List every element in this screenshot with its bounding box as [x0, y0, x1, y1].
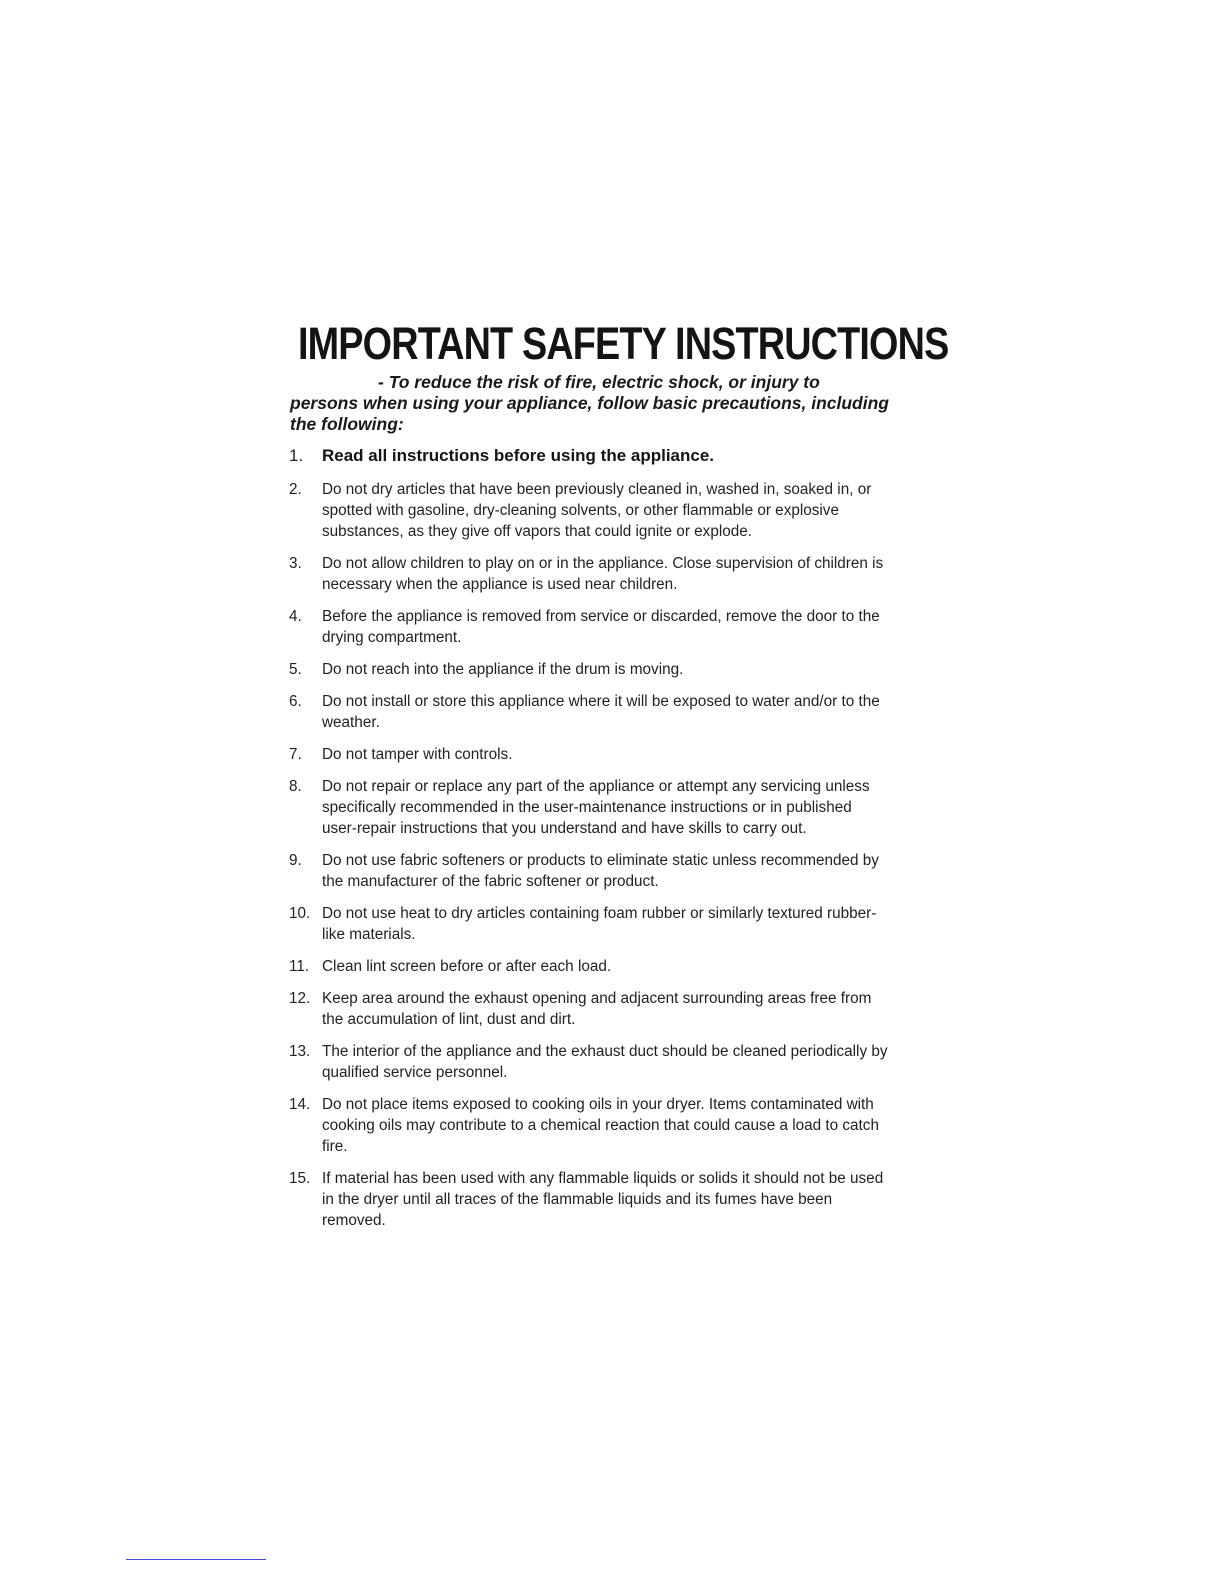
- item-number: 10.: [289, 905, 311, 922]
- list-item: [289, 553, 889, 595]
- item-number: 13.: [289, 1043, 311, 1060]
- item-number: 9.: [289, 852, 302, 869]
- page-title: IMPORTANT SAFETY INSTRUCTIONS: [298, 318, 949, 369]
- item-number: 6.: [289, 693, 302, 710]
- item-text: Do not repair or replace any part of the appliance or attempt any servicing unless specifically recommended in the user-maintenance instructions or in published user-repair instructions that you understand and have skills to carry out.: [322, 778, 870, 837]
- item-text: Do not place items exposed to cooking oils in your dryer. Items contaminated with cooking oils may contribute to a chemical reaction that could cause a load to catch fire.: [322, 1096, 879, 1155]
- list-item: [289, 988, 889, 1030]
- item-text: Read all instructions before using the appliance.: [322, 446, 715, 465]
- item-text: Before the appliance is removed from service or discarded, remove the door to the drying compartment.: [322, 608, 880, 646]
- item-text: The interior of the appliance and the exhaust duct should be cleaned periodically by qualified service personnel.: [322, 1043, 888, 1081]
- item-number: 2.: [289, 481, 302, 498]
- intro-paragraph: [290, 372, 890, 435]
- item-text: Do not use heat to dry articles containing foam rubber or similarly textured rubber-like materials.: [322, 905, 877, 943]
- item-number: 8.: [289, 778, 302, 795]
- item-text: Clean lint screen before or after each load.: [322, 958, 612, 975]
- item-number: 5.: [289, 661, 302, 678]
- item-text: Do not allow children to play on or in the appliance. Close supervision of children is necessary when the appliance is used near children.: [322, 555, 884, 593]
- item-text: Do not tamper with controls.: [322, 746, 513, 763]
- item-text: Keep area around the exhaust opening and adjacent surrounding areas free from the accumulation of lint, dust and dirt.: [322, 990, 872, 1028]
- footer-link-underline[interactable]: [126, 1559, 266, 1560]
- item-number: 3.: [289, 555, 302, 572]
- list-item: [289, 850, 889, 892]
- list-item: [289, 1168, 889, 1231]
- item-number: 14.: [289, 1096, 311, 1113]
- list-item: [289, 1094, 889, 1157]
- list-item: [289, 659, 889, 680]
- item-number: 15.: [289, 1170, 311, 1187]
- list-item: [289, 479, 889, 542]
- list-item: [289, 445, 889, 467]
- list-item: [289, 956, 889, 977]
- list-item: [289, 606, 889, 648]
- intro-text: - To reduce the risk of fire, electric shock, or injury to persons when using your appliance, follow basic precautions, including the following:: [290, 372, 889, 434]
- item-number: 11.: [289, 958, 310, 975]
- list-item: [289, 691, 889, 733]
- list-item: [289, 1041, 889, 1083]
- item-text: Do not reach into the appliance if the drum is moving.: [322, 661, 684, 678]
- item-text: If material has been used with any flammable liquids or solids it should not be used in the dryer until all traces of the flammable liquids and its fumes have been removed.: [322, 1170, 884, 1229]
- instructions-list: [289, 445, 889, 1242]
- item-number: 12.: [289, 990, 311, 1007]
- item-number: 7.: [289, 746, 302, 763]
- list-item: [289, 744, 889, 765]
- item-text: Do not use fabric softeners or products to eliminate static unless recommended by the manufacturer of the fabric softener or product.: [322, 852, 879, 890]
- item-text: Do not install or store this appliance where it will be exposed to water and/or to the weather.: [322, 693, 880, 731]
- list-item: [289, 903, 889, 945]
- item-number: 1.: [289, 446, 304, 465]
- item-number: 4.: [289, 608, 302, 625]
- list-item: [289, 776, 889, 839]
- item-text: Do not dry articles that have been previously cleaned in, washed in, soaked in, or spotted with gasoline, dry-cleaning solvents, or other flammable or explosive substances, as they give off vapors that could ignite or explode.: [322, 481, 872, 540]
